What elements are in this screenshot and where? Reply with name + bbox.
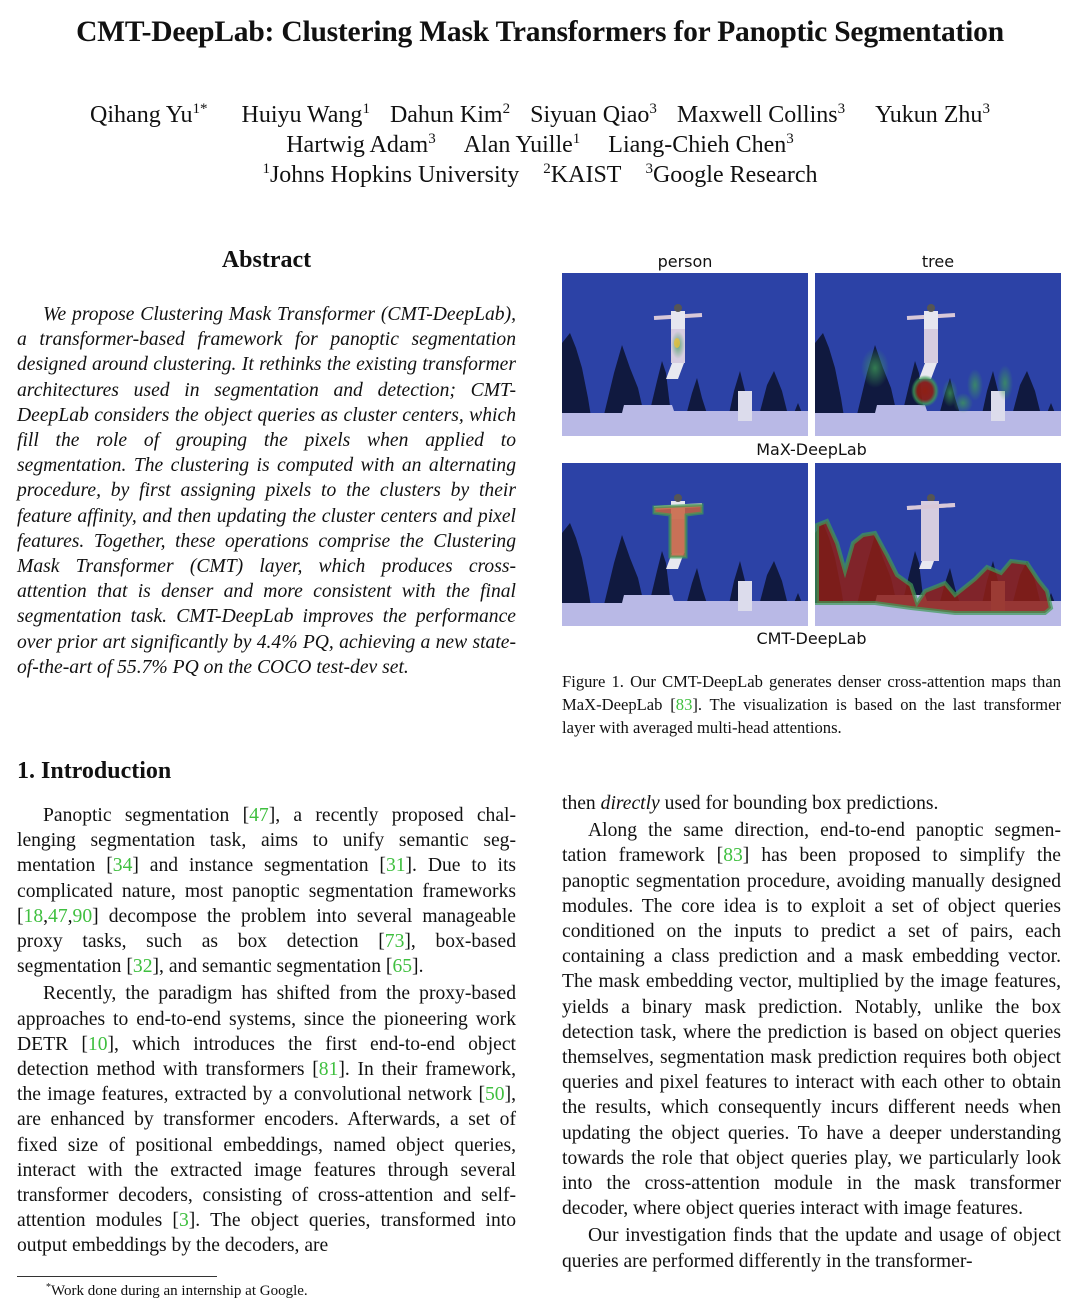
paragraph-text: then	[562, 793, 601, 814]
paragraph-text: used for bounding box predictions.	[659, 793, 939, 814]
citation-link[interactable]: 50	[484, 1084, 505, 1106]
paragraph-text: ,	[43, 905, 49, 927]
figure-row-label-maxdeeplab: MaX-DeepLab	[756, 440, 867, 459]
attention-blob	[911, 375, 939, 407]
footnote-mark: *	[46, 1282, 51, 1293]
affiliations	[0, 160, 1080, 190]
affiliation-superscript: 3	[982, 101, 990, 117]
affiliation-superscript: 2	[543, 161, 551, 177]
affiliation-superscript: 1	[572, 131, 581, 147]
footnote-text: Work done during an internship at Google.	[51, 1283, 308, 1299]
paragraph-text: Panoptic segmentation [	[43, 805, 250, 826]
author-text: Dahun Kim	[389, 102, 503, 128]
caption-text: ]. The visualization is based on the last transformer layer with averaged multi-head attentions.	[562, 695, 1061, 737]
author-name	[875, 102, 990, 128]
author-name	[241, 102, 369, 128]
citation-link[interactable]: 83	[675, 695, 693, 714]
intro-paragraph-continued	[562, 791, 1061, 816]
paragraph-text: ], are enhanced by transformer encoders. Afterwards, a set of fixed size of positional embeddings, named object queries, interact with the extracted image features through several transformer decoders, consisting of cross-attention and self-attention modules [	[17, 1084, 516, 1232]
affiliation	[543, 162, 621, 188]
paragraph-text: ], a recently proposed challenging segmentation task, aims to unify semantic segmentation [	[17, 805, 516, 877]
paragraph-text: ] has been proposed to simplify the panoptic segmentation procedure, avoiding manually designed modules. The core idea is to exploit a set of object queries conditioned on the inputs to predict a set of pairs, each containing a class prediction and a mask embedding vector. The mask embedding vector, multiplied by the image features, yields a binary mask prediction. Notably, unlike the box detection task, where the prediction is based on object queries themselves, segmentation mask prediction requires both object queries and pixel features to interact with each other to obtain the results, which consequently incurs different needs when updating the object queries. To have a deeper understanding towards the role that object queries play, we particularly look into the cross-attention module in the mask transformer decoder, where object queries interact with image features.	[562, 845, 1061, 1220]
attention-map-image	[815, 273, 1061, 436]
affiliation-superscript: 1*	[192, 101, 208, 117]
citation-link[interactable]: 83	[723, 845, 743, 867]
citation-link[interactable]: 65	[392, 956, 413, 978]
paragraph-text: ]. The object queries, transformed into output embeddings by the decoders, are	[17, 1210, 516, 1257]
skier-head	[927, 304, 935, 312]
paragraph-text: ]. Due to its complicated nature, most panoptic segmentation frameworks [	[17, 855, 517, 927]
affiliation-superscript: 3	[645, 161, 653, 177]
figure-panel-cmtdeeplab-tree	[815, 463, 1061, 626]
citation-link[interactable]: 10	[87, 1033, 108, 1055]
footnote-divider	[17, 1276, 217, 1277]
affiliation	[262, 162, 519, 188]
paragraph-text: Along the same direction, end-to-end panoptic segmentation framework [	[562, 820, 1061, 867]
figure-row-label-cmtdeeplab: CMT-DeepLab	[756, 629, 867, 648]
author-name	[90, 102, 207, 128]
paragraph-text: Recently, the paradigm has shifted from the proxy-based approaches to end-to-end systems, since the pioneering work DETR [	[17, 983, 516, 1055]
author-name	[530, 102, 657, 128]
author-text: Liang-Chieh Chen	[608, 132, 787, 158]
attention-map-image	[815, 463, 1061, 626]
figure-panel-maxdeeplab-tree	[815, 273, 1061, 436]
skier-legs	[924, 329, 938, 363]
affiliation-superscript: 3	[837, 101, 846, 117]
author-text: Maxwell Collins	[676, 102, 838, 128]
skier-head	[674, 494, 682, 502]
skier-redraw	[921, 501, 939, 561]
citation-link[interactable]: 34	[112, 855, 133, 877]
author-name	[677, 102, 845, 128]
citation-link[interactable]: 81	[318, 1059, 339, 1081]
affiliation-superscript: 3	[428, 131, 436, 147]
author-name	[608, 132, 793, 158]
author-text: Siyuan Qiao	[530, 102, 650, 128]
author-block	[0, 100, 1080, 190]
footnote	[46, 1283, 308, 1300]
figure-caption	[562, 670, 1061, 739]
attention-map-image	[562, 273, 808, 436]
figure-panel-maxdeeplab-person	[562, 273, 808, 436]
author-text: Yukun Zhu	[875, 102, 983, 128]
paragraph-text: ], which introduces the first end-to-end object detection method with transformers [	[17, 1033, 516, 1081]
citation-link[interactable]: 47	[48, 905, 68, 927]
attention-blob	[997, 365, 1013, 401]
skier-torso	[671, 311, 685, 329]
figure-col-label-tree: tree	[921, 252, 955, 271]
author-text: Qihang Yu	[90, 102, 193, 128]
affiliation	[645, 162, 817, 188]
intro-paragraph	[17, 803, 516, 979]
author-row-2	[0, 130, 1080, 160]
author-row-1	[0, 100, 1080, 130]
affiliation-superscript: 1	[362, 101, 370, 117]
paragraph-text: ,	[67, 905, 73, 927]
intro-right-column	[562, 791, 1061, 1274]
citation-link[interactable]: 3	[178, 1210, 189, 1232]
affiliation-superscript: 3	[786, 131, 794, 147]
affiliation-superscript: 1	[262, 161, 270, 177]
paragraph-text: ] decompose the problem into several manageable proxy tasks, such as box detection [	[17, 905, 516, 953]
citation-link[interactable]: 90	[72, 905, 93, 927]
caption-text: Figure 1. Our CMT-DeepLab generates denser cross-attention maps than MaX-DeepLab [	[562, 672, 1061, 714]
standing-person	[738, 391, 752, 421]
figure-panel-cmtdeeplab-person	[562, 463, 808, 626]
paragraph-text: ].	[412, 956, 424, 978]
citation-link[interactable]: 73	[384, 931, 405, 953]
paragraph-text: ], and semantic segmentation [	[152, 956, 393, 978]
attention-blob	[953, 393, 973, 413]
paragraph-text: ] and instance segmentation [	[132, 855, 386, 877]
paper-title: CMT-DeepLab: Clustering Mask Transformers for Panoptic Segmentation	[76, 16, 1004, 48]
attention-map-image	[562, 463, 808, 626]
standing-person	[738, 581, 752, 611]
skier-head	[927, 494, 935, 502]
figure-col-label-person: person	[657, 252, 713, 271]
affiliation-name: Google Research	[652, 162, 818, 188]
emphasis-text: directly	[600, 793, 660, 814]
affiliation-superscript: 2	[502, 101, 511, 117]
author-name	[286, 132, 435, 158]
skier-head	[674, 304, 682, 312]
paragraph-text: Our investigation finds that the update and usage of object queries are performed differently in the transformer-	[562, 1225, 1061, 1272]
citation-link[interactable]: 18	[23, 905, 44, 927]
skier-torso	[924, 311, 938, 329]
abstract-text: We propose Clustering Mask Transformer (CMT-DeepLab), a transformer-based framework for panoptic segmentation designed around clustering. It rethinks the existing transformer architectures used in segmentation and detection; CMT-DeepLab considers the object queries as cluster centers, which fill the role of grouping the pixels when applied to segmentation. The clustering is computed with an alternating procedure, by first assigning pixels to the clusters by their feature affinity, and then updating the cluster centers and pixel features. Together, these operations comprise the Clustering Mask Transformer (CMT) layer, which produces cross-attention that is denser and more consistent with the final segmentation task. CMT-DeepLab improves the performance over prior art significantly by 4.4% PQ, achieving a new state-of-the-art of 55.7% PQ on the COCO test-dev set.	[17, 304, 516, 678]
paragraph-text: ], box-based segmentation [	[17, 931, 516, 978]
section-heading-introduction: 1. Introduction	[17, 758, 172, 784]
citation-link[interactable]: 47	[249, 805, 269, 826]
intro-paragraph	[562, 818, 1061, 1221]
citation-link[interactable]: 31	[385, 855, 406, 877]
affiliation-name: KAIST	[550, 162, 622, 188]
author-text: Alan Yuille	[463, 132, 573, 158]
paragraph-text: ]. In their framework, the image features, extracted by a convolutional network [	[17, 1059, 516, 1106]
intro-paragraph	[17, 981, 516, 1258]
author-name	[390, 102, 510, 128]
attention-peak	[674, 338, 680, 348]
abstract-heading: Abstract	[221, 247, 312, 273]
affiliation-superscript: 3	[649, 101, 657, 117]
intro-left-column	[17, 803, 516, 1259]
intro-paragraph	[562, 1223, 1061, 1273]
affiliation-name: Johns Hopkins University	[269, 162, 520, 188]
author-name	[464, 132, 581, 158]
citation-link[interactable]: 32	[132, 956, 153, 978]
attention-blob	[861, 348, 889, 388]
author-text: Huiyu Wang	[241, 102, 363, 128]
author-text: Hartwig Adam	[286, 132, 429, 158]
